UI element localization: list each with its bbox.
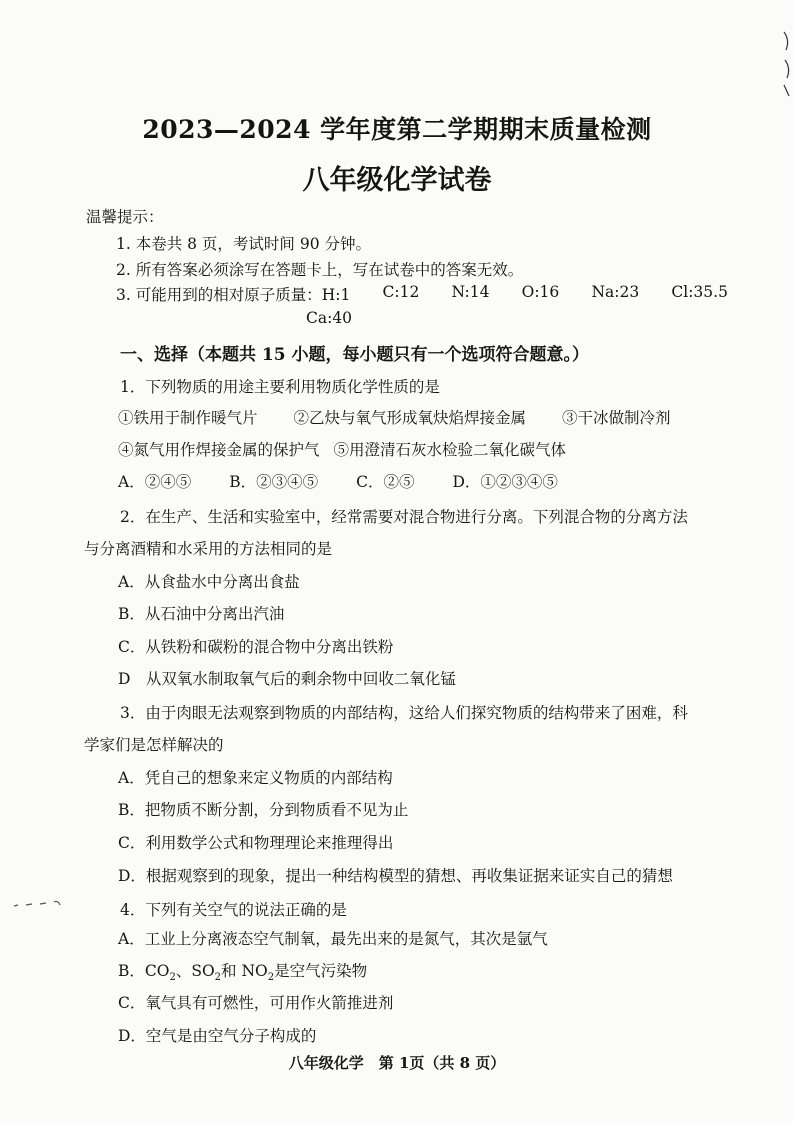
tip-item: 1. 本卷共 8 页，考试时间 90 分钟。 (116, 235, 372, 253)
question-1-items-row (118, 406, 707, 428)
page-footer: 八年级化学 第 1页（共 8 页） (288, 1054, 506, 1072)
exam-title: 2023—2024 学年度第二学期期末质量检测 (142, 115, 652, 144)
question-3-option-a: A．凭自己的想象来定义物质的内部结构 (118, 769, 393, 787)
question-4-option-d: D．空气是由空气分子构成的 (118, 1027, 317, 1045)
choice-b: B．②③④⑤ (229, 473, 319, 491)
question-2-stem-cont: 与分离酒精和水采用的方法相同的是 (84, 540, 333, 558)
atomic-mass-value: C:12 (382, 283, 420, 301)
question-3-stem-cont: 学家们是怎样解决的 (84, 736, 224, 754)
question-1-item: ④氮气用作焊接金属的保护气 (118, 441, 320, 459)
question-3-option-d: D．根据观察到的现象，提出一种结构模型的猜想、再收集证据来证实自己的猜想 (118, 867, 673, 885)
atomic-mass-label: 3. 可能用到的相对原子质量：H:1 (116, 286, 351, 304)
question-2-option-a: A．从食盐水中分离出食盐 (118, 573, 300, 591)
question-3-option-c: C．利用数学公式和物理理论来推理得出 (118, 834, 394, 852)
section-heading: 一、选择（本题共 15 小题，每小题只有一个选项符合题意。） (120, 345, 589, 365)
question-2-option-b: B．从石油中分离出汽油 (118, 605, 285, 623)
choice-d: D．①②③④⑤ (452, 473, 558, 491)
question-2-stem: 2．在生产、生活和实验室中，经常需要对混合物进行分离。下列混合物的分离方法 (120, 508, 688, 526)
atomic-mass-extra: Ca:40 (306, 309, 353, 327)
question-1-choices (118, 470, 596, 492)
question-2-option-d: D 从双氧水制取氧气后的剩余物中回收二氧化锰 (118, 670, 456, 688)
question-4-option-c: C．氧气具有可燃性，可用作火箭推进剂 (118, 994, 394, 1012)
question-1-item: ⑤用澄清石灰水检验二氧化碳气体 (333, 441, 567, 459)
question-4-option-b: B．$CO_2$、$SO_2$和 $NO_2$是空气污染物 (118, 962, 368, 984)
question-1-item: ②乙炔与氧气形成氧炔焰焊接金属 (293, 409, 527, 427)
atomic-mass-value: Cl:35.5 (671, 283, 728, 301)
exam-subtitle: 八年级化学试卷 (302, 165, 492, 196)
question-3-option-b: B．把物质不断分割，分到物质看不见为止 (118, 801, 409, 819)
question-3-stem: 3．由于肉眼无法观察到物质的内部结构，这给人们探究物质的结构带来了困难，科 (120, 704, 688, 722)
question-1-item: ①铁用于制作暖气片 (118, 409, 258, 427)
scan-smudge-mark (12, 896, 72, 916)
scan-edge-mark (782, 30, 792, 100)
atomic-mass-value: Na:23 (591, 283, 640, 301)
atomic-mass-list (116, 283, 728, 305)
tips-heading: 温馨提示： (86, 208, 164, 226)
choice-a: A．②④⑤ (118, 473, 192, 491)
question-4-option-a: A．工业上分离液态空气制氧，最先出来的是氮气，其次是氩气 (118, 930, 548, 948)
question-1-items-row (118, 438, 602, 460)
question-1-item: ③干冰做制冷剂 (562, 409, 671, 427)
atomic-mass-value: N:14 (451, 283, 490, 301)
question-4-stem: 4．下列有关空气的说法正确的是 (120, 901, 347, 919)
tip-item: 2. 所有答案必须涂写在答题卡上，写在试卷中的答案无效。 (116, 261, 524, 279)
choice-c: C．②⑤ (356, 473, 415, 491)
question-1-stem: 1．下列物质的用途主要利用物质化学性质的是 (120, 378, 440, 396)
question-2-option-c: C．从铁粉和碳粉的混合物中分离出铁粉 (118, 638, 394, 656)
atomic-mass-value: O:16 (521, 283, 560, 301)
